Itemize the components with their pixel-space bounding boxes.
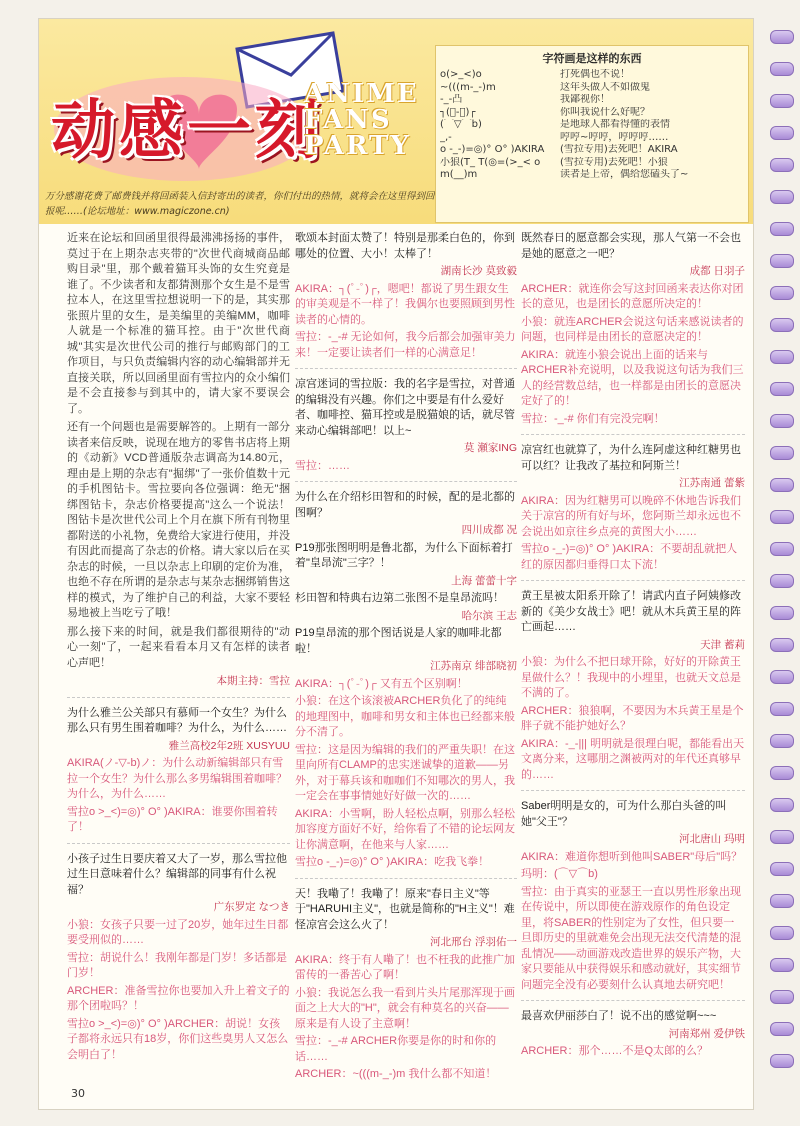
intro-paragraph: 还有一个问题也是需要解答的。上期有一部分读者来信反映，说现在地方的零售书店将上期的《动新》VCD普通版杂志调高为14.80元，理由是上期的杂志有"掘绑"了一张价值数十元的手机图钻卡。雪拉要向各位强调：绝无"捆绑图钻卡，杂志价格要提高"这么一个说法！图钻卡是次世代公司上个月在旗下所有刊物里都附送的小礼物，免费给大家进行使用，并没有因此而提高了杂志的价格。请大家以后在买杂志的时候，一旦以杂志上印刷的定价为准，也绝不存在所谓的是杂志与某杂志捆绑销售这样的模式，为了维护自己的利益，大家不要轻易地被上当吃亏了哦！	[67, 421, 290, 619]
reader-signature: 莫 瀬家ING	[463, 442, 517, 454]
reader-letter: Saber明明是女的，可为什么那白头爸的叫她"父王"？	[521, 800, 727, 828]
binding-ring	[770, 542, 794, 556]
binding-ring	[770, 318, 794, 332]
editor-reply: AKIRA(ノ-▽-b)ノ：为什么动新编辑部只有雪拉一个女生？为什么那么多男编辑围着咖啡？为什么，为什么……	[67, 757, 287, 800]
binding-ring	[770, 926, 794, 940]
binding-ring	[770, 382, 794, 396]
binding-ring	[770, 638, 794, 652]
emoticon-row: 小狼(T_ T(◎=(>_< o (雪拉专用)去死吧！小狼	[440, 156, 668, 168]
column-left	[67, 231, 290, 1065]
reader-signature: 江苏南通 蕾紫	[679, 477, 745, 489]
reader-letter: 既然春日的愿意都会实现，那人气第一不会也是她的愿意之一吧？	[521, 232, 741, 260]
reader-signature: 上海 蕾蕾十字	[451, 574, 517, 587]
intro-paragraph: 那么接下来的时间，就是我们都很期待的"动心一刻"了，一起来看看本月又有怎样的读者心声吧！	[67, 625, 290, 669]
binding-ring	[770, 254, 794, 268]
reader-signature: 河北唐山 玛明	[679, 833, 745, 845]
reader-letter: 最喜欢伊丽莎白了！说不出的感觉啊~~~	[521, 1010, 717, 1022]
divider	[295, 878, 517, 879]
binding-ring	[770, 702, 794, 716]
reader-signature: 江苏南京 绯部晓初	[430, 660, 517, 672]
binding-ring	[770, 62, 794, 76]
divider	[521, 580, 745, 581]
divider	[521, 790, 745, 791]
emoticon-row: o(>_<)o 打死偶也不说！	[440, 69, 630, 80]
editor-reply: ARCHER：~(((m-_-)m 我什么都不知道！	[295, 1068, 497, 1080]
reader-signature: 河南郑州 爱伊铁	[668, 1027, 745, 1040]
editor-reply: 雪拉：由于真实的亚瑟王一直以男性形象出现在传说中，所以即使在游戏原作的角色设定里，将SABER的性别定为了女性，但只要一旦即历史的里就难免会出现无法交代清楚的混乱情况——动画游戏改造世界的娱乐产物，大家只要能从中获得娱乐和感动就好，其实细节问题完全没有必要刻什么认真地去研究吧！	[521, 885, 741, 991]
editor-reply: 小狼：在这个该滚被ARCHER负化了的纯纯的地理图中，咖啡和男女和主体也已经都来般分不清了。	[295, 695, 515, 738]
reader-letter: P19那张图明明是鲁北都，为什么下面标着打着"皇昂流"三字？！	[295, 541, 513, 569]
binding-ring	[770, 958, 794, 972]
binding-ring	[770, 894, 794, 908]
binding-ring	[770, 670, 794, 684]
editor-reply: 雪拉o >_<)=◎)° O° )ARCHER：胡说！女孩子都将永远只有18岁，你们这些臭男人又怎么会明白了！	[67, 1017, 289, 1061]
editor-reply: 小狼：就连ARCHER会说这句话来感说读者的问题，也同样是由团长的意愿决定的！	[521, 315, 744, 343]
binding-ring	[770, 1022, 794, 1036]
emoticon-row: ~(((m-_-)m 这年头做人不如做鬼	[440, 81, 650, 93]
reader-signature: 广东罗定 なつき	[213, 901, 290, 913]
editor-reply: 雪拉：这是因为编辑的我们的严重失职！在这里向所有CLAMP的忠实迷诚挚的道歉——另外，对于幕兵该和咖咖们不知哪次的男人，我一定会在事事情她好好做一次的……	[295, 743, 515, 802]
reader-signature: 哈尔滨 王志	[461, 609, 517, 622]
reader-letter: 天！我嘞了！我嘞了！原来"春日主义"等于"HARUHI主义"，也就是简称的"H主义"！难怪凉宫会这么火了！	[295, 887, 515, 931]
binding-ring	[770, 798, 794, 812]
binding-ring	[770, 94, 794, 108]
editor-reply: 雪拉：-_-# ARCHER你要是你的时和你的话……	[295, 1035, 497, 1063]
binding-ring	[770, 830, 794, 844]
divider	[521, 1000, 745, 1001]
binding-ring	[770, 190, 794, 204]
editor-reply: AKIRA：终于有人嘞了！也不枉我的此推广加雷传的一番苦心了啊！	[295, 953, 516, 981]
reader-signature: 河北邢台 浮羽佑一	[430, 936, 517, 948]
binding-ring	[770, 126, 794, 140]
divider	[295, 481, 517, 482]
binding-ring	[770, 606, 794, 620]
editor-reply: 雪拉o -_-)=◎)° O° )AKIRA：吃我飞拳！	[295, 856, 490, 868]
spiral-binding	[768, 30, 800, 1110]
binding-ring	[770, 30, 794, 44]
column-middle	[295, 231, 517, 1085]
editor-reply: AKIRA：就连小狼会说出上面的话来与ARCHER补充说明，以及我说这句话为我们三人的经营数总结，也一样都是由团长的意愿决定好了的！	[521, 348, 744, 407]
reader-signature: 天津 蓄莉	[700, 638, 745, 651]
editor-reply: 雪拉：-_-# 你们有完没完啊！	[521, 412, 665, 425]
reader-letter: 小孩子过生日要庆着又大了一岁，那么雪拉他过生日意味着什么？编辑部的同事有什么祝福？	[67, 852, 287, 896]
reader-letter: 杉田智和特典右边第二张图不是皇昂流吗！	[295, 592, 504, 604]
editor-reply: AKIRA：┐(ﾟ-ﾟ)┌ 又有五个区别啊！	[295, 677, 468, 690]
editor-reply: 雪拉：-_-# 无论如何，我今后都会加强审美力来！一定要让读者们一样的心满意足！	[295, 331, 516, 359]
reader-letter: 为什么在介绍杉田智和的时候，配的是北都的图啊？	[295, 491, 515, 519]
emoticon-row: -_-凸 我鄙视你！	[440, 94, 610, 105]
emoticon-row: o -_-)=◎)° O° )AKIRA (雪拉专用)去死吧！AKIRA	[440, 144, 678, 155]
editor-reply: ARCHER：狼狼啊，不要因为木兵黄王星是个胖子就不能护她好么？	[521, 704, 744, 732]
binding-ring	[770, 862, 794, 876]
editor-reply: 玛明：(⌒▽⌒b)	[521, 868, 598, 880]
binding-ring	[770, 510, 794, 524]
intro-paragraph: 近来在论坛和回函里很得最沸沸扬扬的事件，莫过于在上期杂志夹带的"次世代商城商品邮购目录"里，那个戴着猫耳头饰的女生究竟是谁了。不少读者和友都猜测那个女生是不是雪拉本人，在这里雪拉想说明一下的是，其实那张照片里的女生，是美编里的美编MM，咖啡人就是一个标准的猫耳控。由于"次世代商城"其实是次世代公司的推行与邮购部门的工作项目，与只负责编辑内容的动心编辑部并无直接关联，所以回函里面有雪拉内的众小编们是不会直接参与到其中的，请大家不要误会了。	[67, 232, 290, 415]
reader-signature: 四川成都 况	[461, 524, 517, 536]
reader-letter: 黄王星被太阳系开除了！请武内直子阿姨修改新的《美少女战士》吧！就从木兵黄王星的阵亡画起……	[521, 590, 741, 633]
editor-reply: 雪拉o -_-)=◎)° O° )AKIRA：不要胡乱就把人红的原因都归垂得口太下流！	[521, 543, 738, 571]
binding-ring	[770, 990, 794, 1004]
editor-reply: 小狼：为什么不把日球开除，好好的开除黄王星做什么？！我现中的小埋里，也就天文总是不满的了。	[521, 656, 741, 699]
editor-reply: 小狼：我说怎么我一看到片头片尾那浑现于画面之上大大的"H"，就会有种莫名的兴奋——原来是有人设了主意啊！	[295, 986, 515, 1030]
binding-ring	[770, 286, 794, 300]
reader-signature: 湖南长沙 莫致毅	[440, 265, 517, 277]
editor-reply: 雪拉：……	[295, 459, 350, 472]
host-credit: 本期主持：雪拉	[216, 675, 290, 687]
emoticon-row: ┐(ﾟ-ﾟ)┌ 你叫我说什么好呢？	[440, 106, 650, 118]
editor-reply: 小狼：女孩子只要一过了20岁，她年过生日都要受刑似的……	[67, 918, 289, 946]
emoticon-row: _,- 哼哼~哼哼，哼哼哼……	[440, 131, 669, 143]
reader-letter: 为什么雅兰公关部只有慕师一个女生？为什么那么只有男生围着咖啡？为什么，为什么……	[67, 706, 287, 734]
emoticon-row: m(__)m 读者是上帝，偶给您磕头了~	[440, 169, 689, 180]
binding-ring	[770, 414, 794, 428]
editor-reply: 雪拉：胡说什么！我刚年都是门岁！多话都是门岁！	[67, 951, 287, 979]
magazine-page	[38, 18, 754, 1110]
emoticon-row: (⌒▽⌒b) 是地球人都看得懂的表情	[440, 119, 670, 130]
editor-reply: AKIRA：小雪啊，盼人轻松点啊，别那么轻松加容度方面好不好，给你看了不错的论坛网友让你满意啊，在他来与人家……	[295, 807, 516, 851]
editor-reply: AKIRA：┐(ﾟ-ﾟ)┌，嗯吧！都说了男生跟女生的审美观是不一样了！我偶尔也要照顾到男性读者的心情的。	[295, 282, 515, 326]
divider	[521, 434, 745, 435]
editor-reply: ARCHER：就连你会写这封回函来表达你对团长的意见，也是团长的意愿所决定的！	[521, 282, 744, 310]
binding-ring	[770, 766, 794, 780]
binding-ring	[770, 1054, 794, 1068]
binding-ring	[770, 222, 794, 236]
editor-reply: AKIRA：因为红糖男可以晚碎不休地告诉我们关于凉宫的所有好与坏，您阿斯兰却永远也不会说出如京往乡点亮的黄图大小……	[521, 494, 742, 538]
divider	[67, 697, 290, 698]
reader-letter: 凉宫红也就算了，为什么连阿虚这种红糖男也可以红？让我改了基拉和阿斯兰！	[521, 444, 741, 472]
column-description: 万分感谢花费了邮费钱并将回函装入信封寄出的读者，你们付出的热情，就将会在这里得到回报呢……(论坛地址：www.magiczone.cn)	[45, 191, 435, 217]
editor-reply: 雪拉o >_<)=◎)° O° )AKIRA：谁要你围着转了！	[67, 805, 278, 833]
binding-ring	[770, 350, 794, 364]
emoticon-legend-title: 字符画是这样的东西	[542, 52, 642, 65]
divider	[295, 368, 517, 369]
binding-ring	[770, 734, 794, 748]
reader-letter: 歌颂本封面太赞了！特别是那柔白色的，你到哪处的位置、大小！太棒了！	[295, 232, 515, 260]
binding-ring	[770, 478, 794, 492]
emoticon-legend-box	[435, 45, 749, 223]
anime-fans-party-title: ANIME FANS PARTY	[304, 79, 419, 161]
binding-ring	[770, 574, 794, 588]
reader-letter: P19皇昂流的那个图话说是人家的咖啡北都啦！	[295, 627, 502, 655]
divider	[67, 843, 290, 844]
binding-ring	[770, 446, 794, 460]
reader-signature: 雅兰高校2年2班 XUSYUU	[168, 739, 290, 752]
column-right	[521, 231, 745, 1062]
binding-ring	[770, 158, 794, 172]
header-banner	[39, 19, 753, 224]
reader-signature: 成都 日羽子	[689, 265, 745, 277]
editor-reply: ARCHER：准备雪拉你也要加入升上着文子的那个团啦吗？！	[67, 984, 290, 1012]
column-logo: 动感一刻	[51, 93, 323, 168]
page-number: 30	[71, 1087, 85, 1100]
reader-letter: 凉宫迷词的雪拉版：我的名字是雪拉，对普通的编辑没有兴趣。你们之中要是有什么爱好者、咖啡控、猫耳控或是脱猫娘的话，就尽管来动心编辑部吧！以上~	[295, 378, 515, 437]
editor-reply: AKIRA：难道你想听到他叫SABER"母后"吗？	[521, 850, 743, 863]
editor-reply: ARCHER：那个……不是Q太郎的么？	[521, 1045, 709, 1057]
editor-reply: AKIRA：-_-||| 明明就是很理白呢，都能看出天文离分来，这哪朋之渊被两对的年代还真够早的……	[521, 737, 745, 781]
